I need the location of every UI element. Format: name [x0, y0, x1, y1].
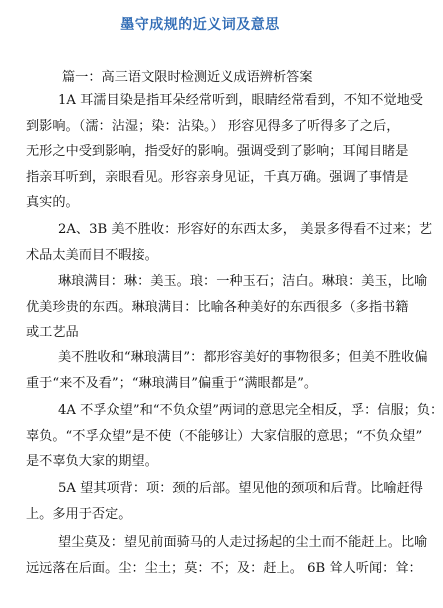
paragraph: [26, 530, 428, 581]
paragraph-line: 术品太美而目不暇接。: [26, 247, 158, 263]
paragraph-line: 真实的。: [26, 195, 79, 210]
paragraph: [26, 88, 423, 216]
paragraph: [26, 398, 443, 475]
paragraph-line: 指亲耳听到，亲眼看见。形容亲身见证，千真万确。强调了事情是: [26, 169, 409, 185]
paragraph-line: 辜负。“不孚众望”是不使（不能够让）大家信服的意思；“不负众望”: [26, 428, 423, 444]
paragraph-line: 无形之中受到影响，指受好的影响。强调受到了影响；耳闻目睹是: [26, 144, 409, 159]
paragraph-line: 1A 耳濡目染是指耳朵经常听到，眼睛经常看到，不知不觉地受: [58, 93, 423, 108]
document-title: 墨守成规的近义词及意思: [120, 17, 280, 33]
paragraph-line: 或工艺品: [26, 325, 79, 340]
paragraph-line: 美不胜收和“琳琅满目”：都形容美好的事物很多；但美不胜收偏: [58, 350, 428, 365]
paragraph-line: 琳琅满目：琳：美玉。琅：一种玉石；洁白。琳琅：美玉，比喻: [58, 274, 428, 289]
paragraph: [26, 476, 423, 527]
paragraph-line: 5A 望其项背：项：颈的后部。望见他的颈项和后背。比喻赶得: [58, 481, 423, 496]
paragraph: [26, 345, 428, 396]
paragraph-line: 优美珍贵的东西。琳琅满目：比喻各种美好的东西很多（多指书籍: [26, 299, 409, 315]
paragraph-line: 到影响。（濡：沾湿；染：沾染。） 形容见得多了听得多了之后，: [26, 118, 400, 134]
paragraph-line: 2A、3B 美不胜收：形容好的东西太多， 美景多得看不过来；艺: [58, 222, 433, 237]
document-subtitle: 篇一：高三语文限时检测近义成语辨析答案: [62, 70, 313, 85]
paragraph-line: 望尘莫及：望见前面骑马的人走过扬起的尘土而不能赶上。比喻: [58, 535, 428, 550]
paragraph: [26, 269, 428, 346]
paragraph-line: 是不辜负大家的期望。: [26, 454, 158, 469]
paragraph-line: 重于“来不及看”；“琳琅满目”偏重于“满眼都是”。: [26, 375, 318, 391]
paragraph-line: 上。多用于否定。: [26, 506, 132, 522]
paragraph-line: 远远落在后面。尘：尘土；莫：不；及：赶上。 6B 耸人听闻：耸：: [26, 560, 422, 576]
paragraph: [26, 217, 433, 268]
paragraph-line: 4A 不孚众望”和“不负众望”两词的意思完全相反，孚：信服；负：: [58, 403, 443, 418]
